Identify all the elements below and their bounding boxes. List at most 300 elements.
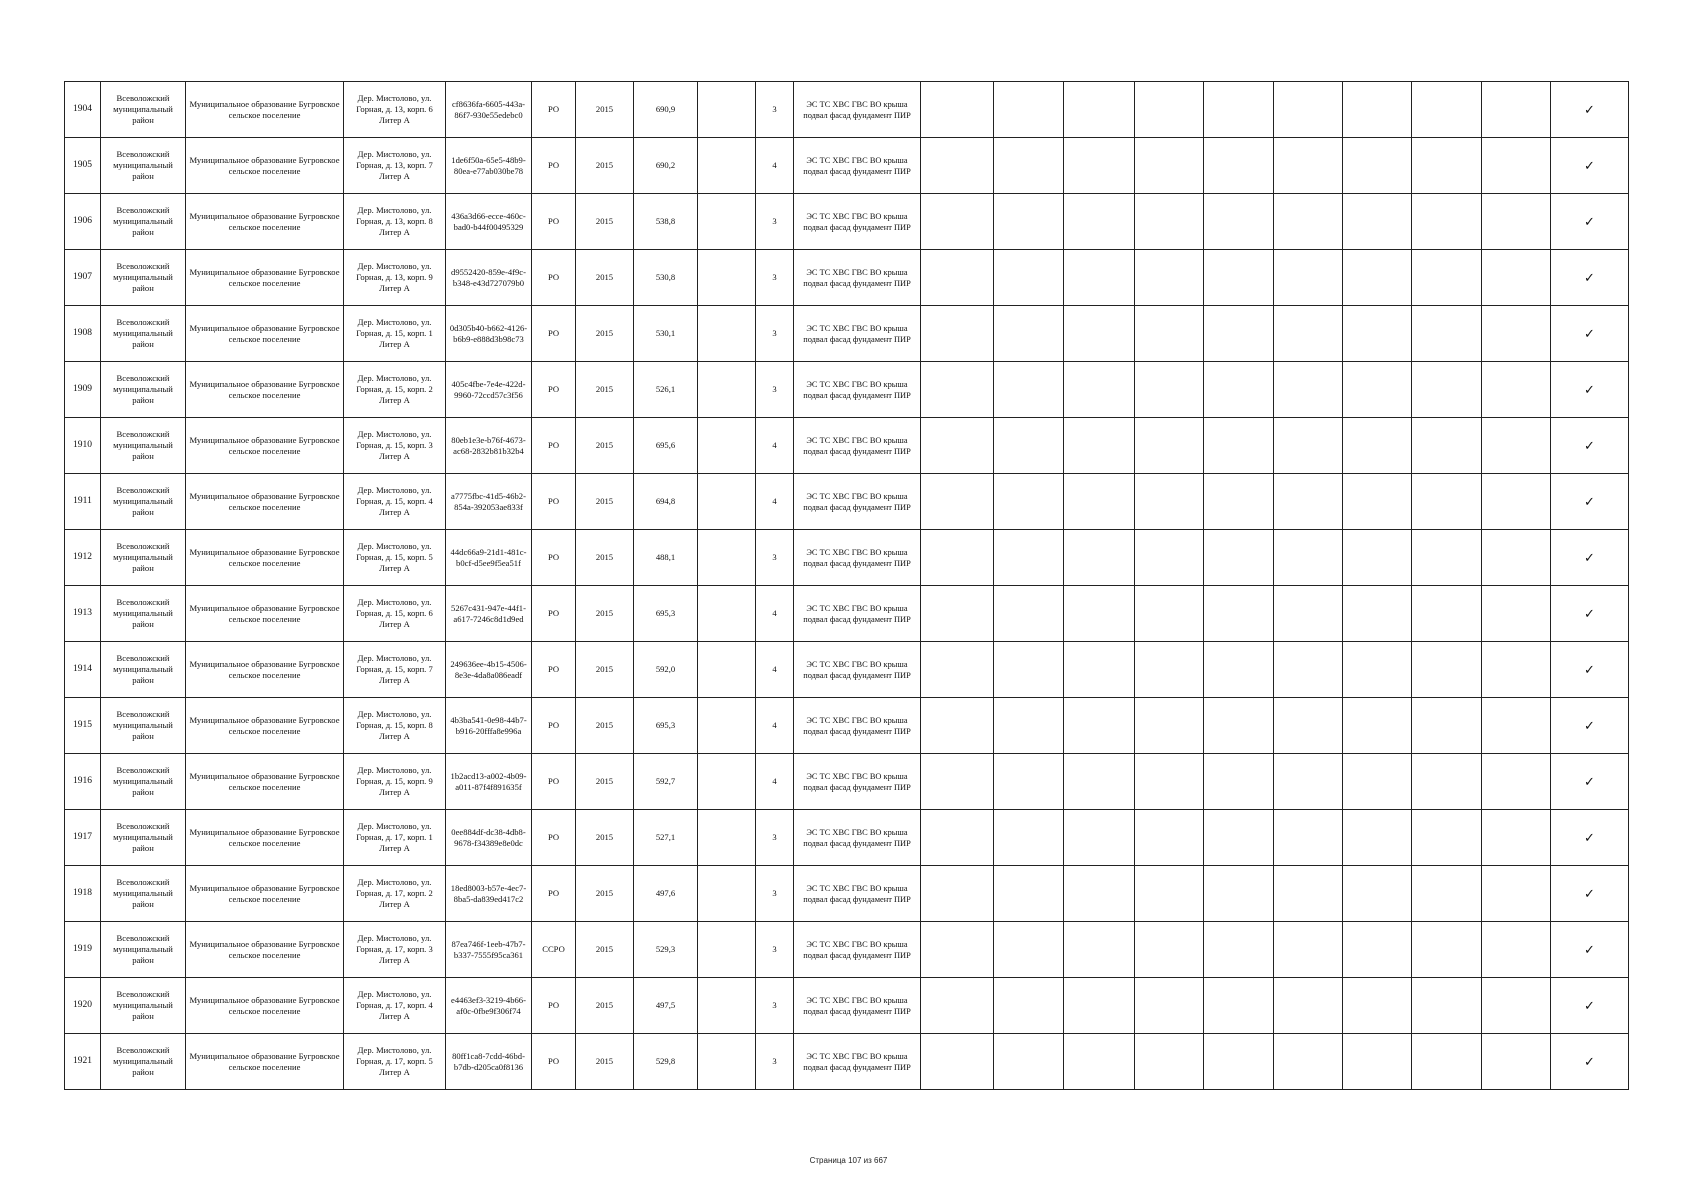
checkmark-icon: ✓ xyxy=(1551,698,1629,754)
address-cell: Дер. Мистолово, ул. Горная, д. 15, корп. 6 Литер А xyxy=(344,586,446,642)
empty-cell xyxy=(1412,922,1482,978)
table-row xyxy=(65,642,1629,698)
floors-cell: 4 xyxy=(756,474,794,530)
table-row xyxy=(65,362,1629,418)
empty-cell xyxy=(1135,1034,1204,1090)
empty-cell xyxy=(1412,474,1482,530)
checkmark-icon: ✓ xyxy=(1551,586,1629,642)
municipality-cell: Муниципальное образование Бугровское сельское поселение xyxy=(186,922,344,978)
year-cell: 2015 xyxy=(576,922,634,978)
district-cell: Всеволожский муниципальный район xyxy=(101,138,186,194)
empty-cell xyxy=(698,922,756,978)
empty-cell xyxy=(1412,530,1482,586)
empty-cell xyxy=(698,810,756,866)
address-cell: Дер. Мистолово, ул. Горная, д. 13, корп. 7 Литер А xyxy=(344,138,446,194)
empty-cell xyxy=(921,922,994,978)
empty-cell xyxy=(1135,306,1204,362)
floors-cell: 3 xyxy=(756,194,794,250)
floors-cell: 3 xyxy=(756,810,794,866)
guid-cell: cf8636fa-6605-443a-86f7-930e55edebc0 xyxy=(446,82,532,138)
table-row xyxy=(65,754,1629,810)
area-cell: 526,1 xyxy=(634,362,698,418)
empty-cell xyxy=(1135,418,1204,474)
empty-cell xyxy=(921,250,994,306)
district-cell: Всеволожский муниципальный район xyxy=(101,586,186,642)
municipality-cell: Муниципальное образование Бугровское сельское поселение xyxy=(186,530,344,586)
table-row xyxy=(65,474,1629,530)
works-cell: ЭС ТС ХВС ГВС ВО крыша подвал фасад фундамент ПИР xyxy=(794,754,921,810)
empty-cell xyxy=(1412,586,1482,642)
works-cell: ЭС ТС ХВС ГВС ВО крыша подвал фасад фундамент ПИР xyxy=(794,82,921,138)
table-row xyxy=(65,978,1629,1034)
category-cell: РО xyxy=(532,138,576,194)
address-cell: Дер. Мистолово, ул. Горная, д. 17, корп. 5 Литер А xyxy=(344,1034,446,1090)
municipality-cell: Муниципальное образование Бугровское сельское поселение xyxy=(186,586,344,642)
table-row xyxy=(65,138,1629,194)
guid-cell: 436a3d66-ecce-460c-bad0-b44f00495329 xyxy=(446,194,532,250)
empty-cell xyxy=(1274,866,1343,922)
area-cell: 695,3 xyxy=(634,698,698,754)
category-cell: РО xyxy=(532,418,576,474)
empty-cell xyxy=(994,698,1064,754)
address-cell: Дер. Мистолово, ул. Горная, д. 15, корп. 5 Литер А xyxy=(344,530,446,586)
year-cell: 2015 xyxy=(576,194,634,250)
empty-cell xyxy=(1064,138,1135,194)
municipality-cell: Муниципальное образование Бугровское сельское поселение xyxy=(186,754,344,810)
works-cell: ЭС ТС ХВС ГВС ВО крыша подвал фасад фундамент ПИР xyxy=(794,922,921,978)
empty-cell xyxy=(1204,250,1274,306)
empty-cell xyxy=(698,418,756,474)
address-cell: Дер. Мистолово, ул. Горная, д. 15, корп. 8 Литер А xyxy=(344,698,446,754)
empty-cell xyxy=(1204,642,1274,698)
empty-cell xyxy=(698,1034,756,1090)
empty-cell xyxy=(1064,922,1135,978)
works-cell: ЭС ТС ХВС ГВС ВО крыша подвал фасад фундамент ПИР xyxy=(794,810,921,866)
address-cell: Дер. Мистолово, ул. Горная, д. 13, корп. 9 Литер А xyxy=(344,250,446,306)
address-cell: Дер. Мистолово, ул. Горная, д. 15, корп. 7 Литер А xyxy=(344,642,446,698)
empty-cell xyxy=(1343,530,1412,586)
empty-cell xyxy=(1064,978,1135,1034)
empty-cell xyxy=(1204,82,1274,138)
empty-cell xyxy=(1135,810,1204,866)
table-row xyxy=(65,82,1629,138)
empty-cell xyxy=(921,978,994,1034)
empty-cell xyxy=(1064,866,1135,922)
empty-cell xyxy=(1482,698,1551,754)
empty-cell xyxy=(1135,138,1204,194)
area-cell: 497,6 xyxy=(634,866,698,922)
empty-cell xyxy=(1274,586,1343,642)
empty-cell xyxy=(994,586,1064,642)
table-row xyxy=(65,1034,1629,1090)
guid-cell: 80eb1e3e-b76f-4673-ac68-2832b81b32b4 xyxy=(446,418,532,474)
row-number: 1911 xyxy=(65,474,101,530)
empty-cell xyxy=(994,866,1064,922)
category-cell: РО xyxy=(532,474,576,530)
empty-cell xyxy=(1204,418,1274,474)
works-cell: ЭС ТС ХВС ГВС ВО крыша подвал фасад фундамент ПИР xyxy=(794,250,921,306)
empty-cell xyxy=(994,250,1064,306)
floors-cell: 4 xyxy=(756,754,794,810)
empty-cell xyxy=(1274,698,1343,754)
row-number: 1908 xyxy=(65,306,101,362)
empty-cell xyxy=(698,642,756,698)
empty-cell xyxy=(698,530,756,586)
address-cell: Дер. Мистолово, ул. Горная, д. 17, корп. 3 Литер А xyxy=(344,922,446,978)
empty-cell xyxy=(921,362,994,418)
area-cell: 488,1 xyxy=(634,530,698,586)
district-cell: Всеволожский муниципальный район xyxy=(101,1034,186,1090)
table-row xyxy=(65,866,1629,922)
area-cell: 694,8 xyxy=(634,474,698,530)
row-number: 1920 xyxy=(65,978,101,1034)
row-number: 1915 xyxy=(65,698,101,754)
empty-cell xyxy=(1204,810,1274,866)
empty-cell xyxy=(698,362,756,418)
works-cell: ЭС ТС ХВС ГВС ВО крыша подвал фасад фундамент ПИР xyxy=(794,306,921,362)
empty-cell xyxy=(698,82,756,138)
district-cell: Всеволожский муниципальный район xyxy=(101,474,186,530)
empty-cell xyxy=(994,138,1064,194)
empty-cell xyxy=(1343,642,1412,698)
checkmark-icon: ✓ xyxy=(1551,922,1629,978)
registry-table xyxy=(64,81,1629,1090)
empty-cell xyxy=(1412,978,1482,1034)
category-cell: РО xyxy=(532,362,576,418)
empty-cell xyxy=(698,866,756,922)
empty-cell xyxy=(994,642,1064,698)
year-cell: 2015 xyxy=(576,138,634,194)
category-cell: РО xyxy=(532,698,576,754)
empty-cell xyxy=(1204,978,1274,1034)
empty-cell xyxy=(921,698,994,754)
empty-cell xyxy=(1482,474,1551,530)
floors-cell: 3 xyxy=(756,866,794,922)
empty-cell xyxy=(921,138,994,194)
municipality-cell: Муниципальное образование Бугровское сельское поселение xyxy=(186,306,344,362)
empty-cell xyxy=(1135,642,1204,698)
area-cell: 695,6 xyxy=(634,418,698,474)
empty-cell xyxy=(1343,138,1412,194)
empty-cell xyxy=(1274,474,1343,530)
year-cell: 2015 xyxy=(576,82,634,138)
floors-cell: 3 xyxy=(756,978,794,1034)
empty-cell xyxy=(1343,978,1412,1034)
empty-cell xyxy=(1412,250,1482,306)
empty-cell xyxy=(921,754,994,810)
empty-cell xyxy=(1482,250,1551,306)
empty-cell xyxy=(1274,1034,1343,1090)
area-cell: 530,1 xyxy=(634,306,698,362)
guid-cell: 249636ee-4b15-4506-8e3e-4da8a086eadf xyxy=(446,642,532,698)
empty-cell xyxy=(698,250,756,306)
guid-cell: 44dc66a9-21d1-481c-b0cf-d5ee9f5ea51f xyxy=(446,530,532,586)
district-cell: Всеволожский муниципальный район xyxy=(101,922,186,978)
row-number: 1904 xyxy=(65,82,101,138)
municipality-cell: Муниципальное образование Бугровское сельское поселение xyxy=(186,250,344,306)
floors-cell: 3 xyxy=(756,922,794,978)
empty-cell xyxy=(1482,530,1551,586)
empty-cell xyxy=(698,138,756,194)
checkmark-icon: ✓ xyxy=(1551,754,1629,810)
empty-cell xyxy=(1064,306,1135,362)
empty-cell xyxy=(1064,642,1135,698)
empty-cell xyxy=(1204,922,1274,978)
empty-cell xyxy=(698,698,756,754)
guid-cell: 5267c431-947e-44f1-a617-7246c8d1d9ed xyxy=(446,586,532,642)
guid-cell: 1de6f50a-65e5-48b9-80ea-e77ab030be78 xyxy=(446,138,532,194)
empty-cell xyxy=(1064,474,1135,530)
floors-cell: 4 xyxy=(756,698,794,754)
address-cell: Дер. Мистолово, ул. Горная, д. 17, корп. 2 Литер А xyxy=(344,866,446,922)
area-cell: 695,3 xyxy=(634,586,698,642)
municipality-cell: Муниципальное образование Бугровское сельское поселение xyxy=(186,418,344,474)
works-cell: ЭС ТС ХВС ГВС ВО крыша подвал фасад фундамент ПИР xyxy=(794,138,921,194)
category-cell: ССРО xyxy=(532,922,576,978)
works-cell: ЭС ТС ХВС ГВС ВО крыша подвал фасад фундамент ПИР xyxy=(794,1034,921,1090)
district-cell: Всеволожский муниципальный район xyxy=(101,754,186,810)
category-cell: РО xyxy=(532,866,576,922)
municipality-cell: Муниципальное образование Бугровское сельское поселение xyxy=(186,978,344,1034)
year-cell: 2015 xyxy=(576,698,634,754)
empty-cell xyxy=(994,922,1064,978)
checkmark-icon: ✓ xyxy=(1551,474,1629,530)
empty-cell xyxy=(1204,866,1274,922)
row-number: 1906 xyxy=(65,194,101,250)
year-cell: 2015 xyxy=(576,754,634,810)
district-cell: Всеволожский муниципальный район xyxy=(101,250,186,306)
empty-cell xyxy=(994,754,1064,810)
category-cell: РО xyxy=(532,586,576,642)
municipality-cell: Муниципальное образование Бугровское сельское поселение xyxy=(186,474,344,530)
empty-cell xyxy=(1204,474,1274,530)
row-number: 1905 xyxy=(65,138,101,194)
area-cell: 690,2 xyxy=(634,138,698,194)
row-number: 1916 xyxy=(65,754,101,810)
table-row xyxy=(65,586,1629,642)
empty-cell xyxy=(994,418,1064,474)
empty-cell xyxy=(1135,250,1204,306)
address-cell: Дер. Мистолово, ул. Горная, д. 13, корп. 6 Литер А xyxy=(344,82,446,138)
works-cell: ЭС ТС ХВС ГВС ВО крыша подвал фасад фундамент ПИР xyxy=(794,362,921,418)
empty-cell xyxy=(1204,362,1274,418)
municipality-cell: Муниципальное образование Бугровское сельское поселение xyxy=(186,362,344,418)
empty-cell xyxy=(1412,810,1482,866)
empty-cell xyxy=(994,810,1064,866)
empty-cell xyxy=(1274,754,1343,810)
empty-cell xyxy=(1204,586,1274,642)
empty-cell xyxy=(1135,698,1204,754)
checkmark-icon: ✓ xyxy=(1551,418,1629,474)
works-cell: ЭС ТС ХВС ГВС ВО крыша подвал фасад фундамент ПИР xyxy=(794,642,921,698)
empty-cell xyxy=(1482,1034,1551,1090)
empty-cell xyxy=(1064,530,1135,586)
empty-cell xyxy=(1343,866,1412,922)
municipality-cell: Муниципальное образование Бугровское сельское поселение xyxy=(186,82,344,138)
works-cell: ЭС ТС ХВС ГВС ВО крыша подвал фасад фундамент ПИР xyxy=(794,978,921,1034)
empty-cell xyxy=(921,306,994,362)
empty-cell xyxy=(1135,82,1204,138)
guid-cell: e4463ef3-3219-4b66-af0c-0fbe9f306f74 xyxy=(446,978,532,1034)
empty-cell xyxy=(1274,194,1343,250)
empty-cell xyxy=(1135,362,1204,418)
empty-cell xyxy=(1343,810,1412,866)
guid-cell: 80ff1ca8-7cdd-46bd-b7db-d205ca0f8136 xyxy=(446,1034,532,1090)
table-row xyxy=(65,194,1629,250)
empty-cell xyxy=(1064,810,1135,866)
empty-cell xyxy=(1204,698,1274,754)
empty-cell xyxy=(1343,754,1412,810)
empty-cell xyxy=(1274,138,1343,194)
table-row xyxy=(65,922,1629,978)
empty-cell xyxy=(698,586,756,642)
address-cell: Дер. Мистолово, ул. Горная, д. 15, корп. 2 Литер А xyxy=(344,362,446,418)
empty-cell xyxy=(1064,194,1135,250)
checkmark-icon: ✓ xyxy=(1551,642,1629,698)
empty-cell xyxy=(1482,82,1551,138)
empty-cell xyxy=(921,474,994,530)
floors-cell: 4 xyxy=(756,418,794,474)
empty-cell xyxy=(1412,138,1482,194)
empty-cell xyxy=(1274,250,1343,306)
works-cell: ЭС ТС ХВС ГВС ВО крыша подвал фасад фундамент ПИР xyxy=(794,418,921,474)
municipality-cell: Муниципальное образование Бугровское сельское поселение xyxy=(186,138,344,194)
municipality-cell: Муниципальное образование Бугровское сельское поселение xyxy=(186,642,344,698)
year-cell: 2015 xyxy=(576,586,634,642)
floors-cell: 3 xyxy=(756,1034,794,1090)
district-cell: Всеволожский муниципальный район xyxy=(101,418,186,474)
empty-cell xyxy=(1204,138,1274,194)
empty-cell xyxy=(921,866,994,922)
empty-cell xyxy=(1064,362,1135,418)
empty-cell xyxy=(1064,698,1135,754)
empty-cell xyxy=(1412,82,1482,138)
empty-cell xyxy=(1412,362,1482,418)
empty-cell xyxy=(1274,530,1343,586)
empty-cell xyxy=(994,530,1064,586)
district-cell: Всеволожский муниципальный район xyxy=(101,978,186,1034)
address-cell: Дер. Мистолово, ул. Горная, д. 17, корп. 4 Литер А xyxy=(344,978,446,1034)
year-cell: 2015 xyxy=(576,474,634,530)
empty-cell xyxy=(1204,194,1274,250)
page-footer: Страница 107 из 667 xyxy=(809,1156,888,1165)
district-cell: Всеволожский муниципальный район xyxy=(101,866,186,922)
empty-cell xyxy=(1135,194,1204,250)
works-cell: ЭС ТС ХВС ГВС ВО крыша подвал фасад фундамент ПИР xyxy=(794,698,921,754)
works-cell: ЭС ТС ХВС ГВС ВО крыша подвал фасад фундамент ПИР xyxy=(794,530,921,586)
address-cell: Дер. Мистолово, ул. Горная, д. 15, корп. 9 Литер А xyxy=(344,754,446,810)
empty-cell xyxy=(1135,530,1204,586)
empty-cell xyxy=(1135,922,1204,978)
empty-cell xyxy=(1274,306,1343,362)
year-cell: 2015 xyxy=(576,418,634,474)
district-cell: Всеволожский муниципальный район xyxy=(101,82,186,138)
empty-cell xyxy=(1412,642,1482,698)
empty-cell xyxy=(1135,866,1204,922)
empty-cell xyxy=(1412,194,1482,250)
empty-cell xyxy=(1482,810,1551,866)
checkmark-icon: ✓ xyxy=(1551,866,1629,922)
empty-cell xyxy=(1482,642,1551,698)
empty-cell xyxy=(994,306,1064,362)
category-cell: РО xyxy=(532,1034,576,1090)
works-cell: ЭС ТС ХВС ГВС ВО крыша подвал фасад фундамент ПИР xyxy=(794,586,921,642)
empty-cell xyxy=(921,194,994,250)
empty-cell xyxy=(921,82,994,138)
empty-cell xyxy=(1274,418,1343,474)
empty-cell xyxy=(1274,978,1343,1034)
empty-cell xyxy=(1064,82,1135,138)
row-number: 1921 xyxy=(65,1034,101,1090)
empty-cell xyxy=(1135,474,1204,530)
year-cell: 2015 xyxy=(576,530,634,586)
table-body xyxy=(65,82,1629,1090)
empty-cell xyxy=(994,978,1064,1034)
guid-cell: 87ea746f-1eeb-47b7-b337-7555f95ca361 xyxy=(446,922,532,978)
checkmark-icon: ✓ xyxy=(1551,82,1629,138)
empty-cell xyxy=(1064,250,1135,306)
empty-cell xyxy=(1482,978,1551,1034)
empty-cell xyxy=(698,194,756,250)
year-cell: 2015 xyxy=(576,642,634,698)
empty-cell xyxy=(1343,474,1412,530)
floors-cell: 3 xyxy=(756,82,794,138)
category-cell: РО xyxy=(532,306,576,362)
checkmark-icon: ✓ xyxy=(1551,362,1629,418)
row-number: 1907 xyxy=(65,250,101,306)
table-row xyxy=(65,306,1629,362)
empty-cell xyxy=(1412,698,1482,754)
year-cell: 2015 xyxy=(576,250,634,306)
empty-cell xyxy=(994,474,1064,530)
empty-cell xyxy=(1343,922,1412,978)
table-row xyxy=(65,250,1629,306)
category-cell: РО xyxy=(532,754,576,810)
table-row xyxy=(65,810,1629,866)
table-row xyxy=(65,418,1629,474)
guid-cell: 405c4fbe-7e4e-422d-9960-72ccd57c3f56 xyxy=(446,362,532,418)
empty-cell xyxy=(1274,810,1343,866)
floors-cell: 3 xyxy=(756,530,794,586)
empty-cell xyxy=(1343,306,1412,362)
empty-cell xyxy=(1412,306,1482,362)
district-cell: Всеволожский муниципальный район xyxy=(101,810,186,866)
empty-cell xyxy=(1274,922,1343,978)
district-cell: Всеволожский муниципальный район xyxy=(101,306,186,362)
empty-cell xyxy=(921,418,994,474)
empty-cell xyxy=(1343,418,1412,474)
empty-cell xyxy=(921,810,994,866)
district-cell: Всеволожский муниципальный район xyxy=(101,698,186,754)
checkmark-icon: ✓ xyxy=(1551,194,1629,250)
empty-cell xyxy=(994,82,1064,138)
district-cell: Всеволожский муниципальный район xyxy=(101,194,186,250)
empty-cell xyxy=(1482,754,1551,810)
empty-cell xyxy=(1343,194,1412,250)
checkmark-icon: ✓ xyxy=(1551,810,1629,866)
empty-cell xyxy=(1482,922,1551,978)
checkmark-icon: ✓ xyxy=(1551,138,1629,194)
checkmark-icon: ✓ xyxy=(1551,1034,1629,1090)
empty-cell xyxy=(1343,1034,1412,1090)
empty-cell xyxy=(921,530,994,586)
area-cell: 530,8 xyxy=(634,250,698,306)
floors-cell: 4 xyxy=(756,586,794,642)
empty-cell xyxy=(1412,418,1482,474)
empty-cell xyxy=(1064,1034,1135,1090)
empty-cell xyxy=(1064,418,1135,474)
empty-cell xyxy=(1274,362,1343,418)
